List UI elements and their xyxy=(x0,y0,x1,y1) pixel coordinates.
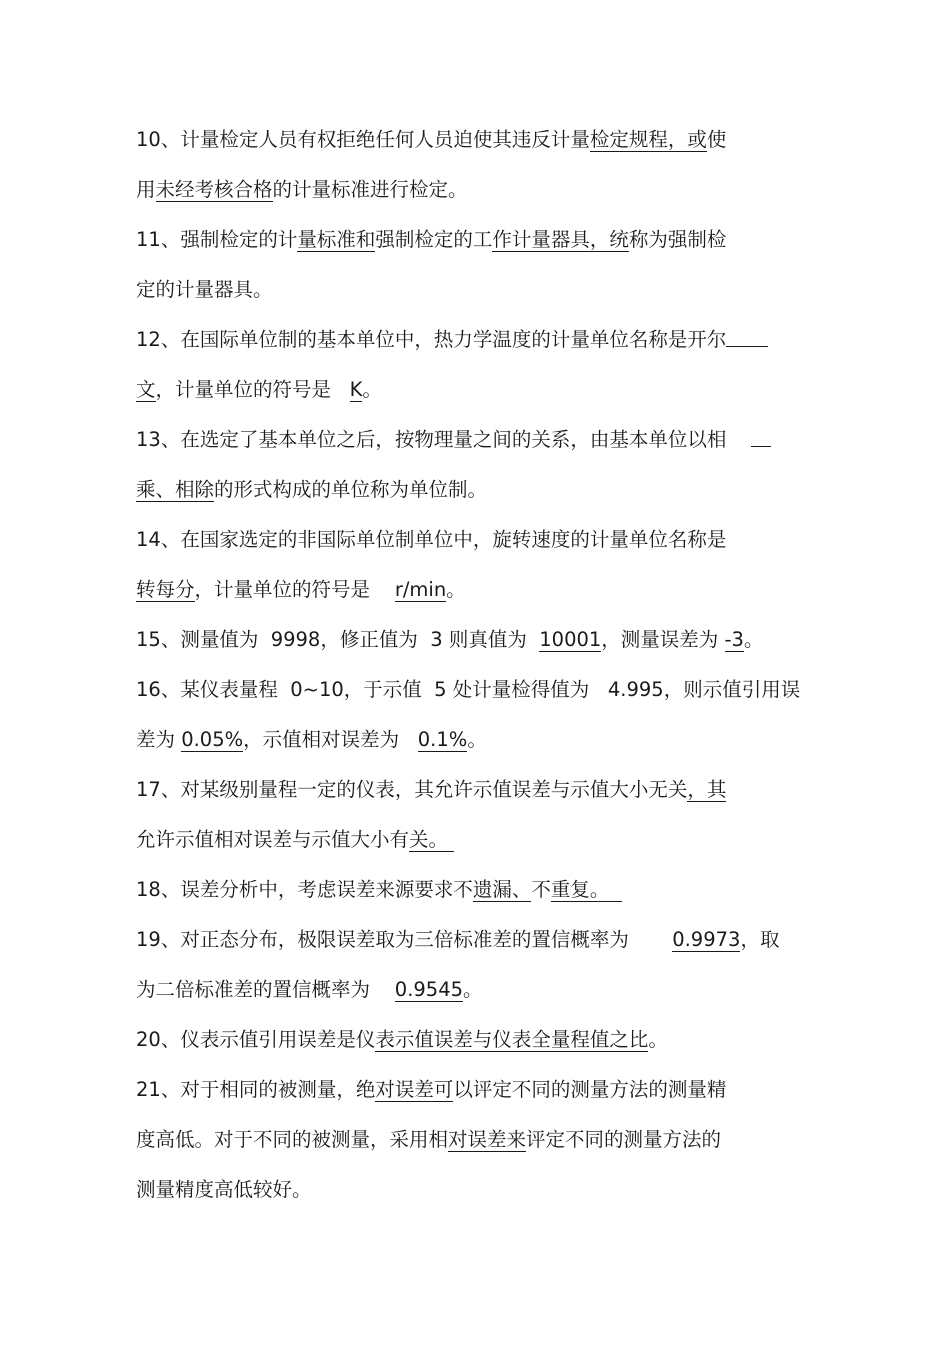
answer-text: 遗漏、 xyxy=(472,878,532,901)
question-17-line-1 xyxy=(136,776,816,804)
question-text: 使 xyxy=(706,128,727,151)
question-17-line-2 xyxy=(136,826,816,854)
question-text: ，测量误差为 xyxy=(601,628,725,651)
answer-text: 10001 xyxy=(539,628,602,651)
answer-text: 表示值误差与仪表全量程值之比 xyxy=(375,1028,649,1051)
question-text: 差为 xyxy=(136,728,182,751)
question-text: 12、在国际单位制的基本单位中，热力学温度的计量单位名称是开尔 xyxy=(136,328,727,351)
answer-text: 相除 xyxy=(175,478,215,501)
question-text: 19、对正态分布，极限误差取为三倍标准差的置信概率为 xyxy=(136,928,673,951)
question-12-line-1 xyxy=(136,326,816,354)
question-text: 。 xyxy=(362,378,382,401)
answer-text: 文 xyxy=(136,378,156,401)
question-11-line-2 xyxy=(136,276,816,304)
question-text: 18、误差分析中，考虑误差来源要求不 xyxy=(136,878,473,901)
question-text: 15、测量值为 9998，修正值为 3 则真值为 xyxy=(136,628,540,651)
question-text: 强制检定的工 xyxy=(375,228,493,251)
answer-text: 对误差来 xyxy=(448,1128,527,1151)
question-text: ，示值相对误差为 xyxy=(243,728,418,751)
question-19-line-2 xyxy=(136,976,816,1004)
question-text: 20、仪表示值引用误差是仪 xyxy=(136,1028,376,1051)
question-text: 的形式构成的单位称为单位制。 xyxy=(214,478,488,501)
question-text: ，计量单位的符号是 xyxy=(194,578,395,601)
question-text: 以评定不同的测量方法的测量精 xyxy=(453,1078,727,1101)
question-text: 定的计量器具。 xyxy=(136,278,273,301)
answer-text: 作计量器具，统 xyxy=(492,228,629,251)
question-text: ，取 xyxy=(740,928,780,951)
question-text: 允许示值相对误差与示值大小有 xyxy=(136,828,410,851)
question-text: 的计量标准进行检定。 xyxy=(272,178,468,201)
answer-text: 重复。 xyxy=(550,878,622,901)
answer-text: 检定规程，或 xyxy=(589,128,707,151)
question-13-line-2 xyxy=(136,476,816,504)
question-text: 。 xyxy=(743,628,764,651)
question-12-line-2 xyxy=(136,376,816,404)
answer-blank xyxy=(726,326,768,347)
question-text: 。 xyxy=(648,1028,668,1051)
answer-text: 转每分 xyxy=(136,578,195,601)
answer-text: 对误差可 xyxy=(375,1078,454,1101)
question-text: 称为强制检 xyxy=(628,228,727,251)
question-text: 为二倍标准差的置信概率为 xyxy=(136,978,395,1001)
question-text: 14、在国家选定的非国际单位制单位中，旋转速度的计量单位名称是 xyxy=(136,528,727,551)
answer-text: ，其 xyxy=(687,778,727,801)
answer-text: -3 xyxy=(724,628,744,651)
question-16-line-2 xyxy=(136,726,816,754)
question-15-line-1 xyxy=(136,626,816,654)
question-text: 16、某仪表量程 0~10，于示值 5 处计量检得值为 4.995，则示值引用误 xyxy=(136,678,801,701)
answer-text: 乘、 xyxy=(136,478,176,501)
question-text: 测量精度高低较好。 xyxy=(136,1178,312,1201)
question-text: 。 xyxy=(467,728,487,751)
question-text: 10、计量检定人员有权拒绝任何人员迫使其违反计量 xyxy=(136,128,590,151)
question-text: 。 xyxy=(463,978,483,1001)
question-10-line-2 xyxy=(136,176,816,204)
question-text: 11、强制检定的计 xyxy=(136,228,298,251)
answer-text: 0.05% xyxy=(181,728,244,751)
question-text: 不 xyxy=(531,878,551,901)
answer-text: 关。 xyxy=(409,828,455,851)
question-21-line-1 xyxy=(136,1076,816,1104)
question-text: 评定不同的测量方法的 xyxy=(526,1128,722,1151)
answer-text: 0.1% xyxy=(417,728,468,751)
answer-text: 0.9973 xyxy=(672,928,741,951)
question-text: ，计量单位的符号是 xyxy=(155,378,350,401)
answer-text: 未经考核合格 xyxy=(155,178,273,201)
answer-text: 0.9545 xyxy=(394,978,464,1001)
question-21-line-2 xyxy=(136,1126,816,1154)
answer-text: r/min xyxy=(394,578,447,601)
answer-text: K xyxy=(349,378,363,401)
question-20-line-1 xyxy=(136,1026,816,1054)
question-13-line-1 xyxy=(136,426,816,454)
question-text: 17、对某级别量程一定的仪表，其允许示值误差与示值大小无关 xyxy=(136,778,688,801)
question-14-line-1 xyxy=(136,526,816,554)
answer-text: 量标准和 xyxy=(297,228,376,251)
question-text: 。 xyxy=(446,578,466,601)
question-14-line-2 xyxy=(136,576,816,604)
question-21-line-3 xyxy=(136,1176,816,1204)
question-text: 度高低。对于不同的被测量，采用相 xyxy=(136,1128,449,1151)
answer-blank xyxy=(751,426,771,447)
question-text: 21、对于相同的被测量，绝 xyxy=(136,1078,376,1101)
question-text: 13、在选定了基本单位之后，按物理量之间的关系，由基本单位以相 xyxy=(136,428,752,451)
question-text: 用 xyxy=(136,178,156,201)
question-16-line-1 xyxy=(136,676,816,704)
question-18-line-1 xyxy=(136,876,816,904)
question-19-line-1 xyxy=(136,926,816,954)
question-11-line-1 xyxy=(136,226,816,254)
question-10-line-1 xyxy=(136,126,816,154)
